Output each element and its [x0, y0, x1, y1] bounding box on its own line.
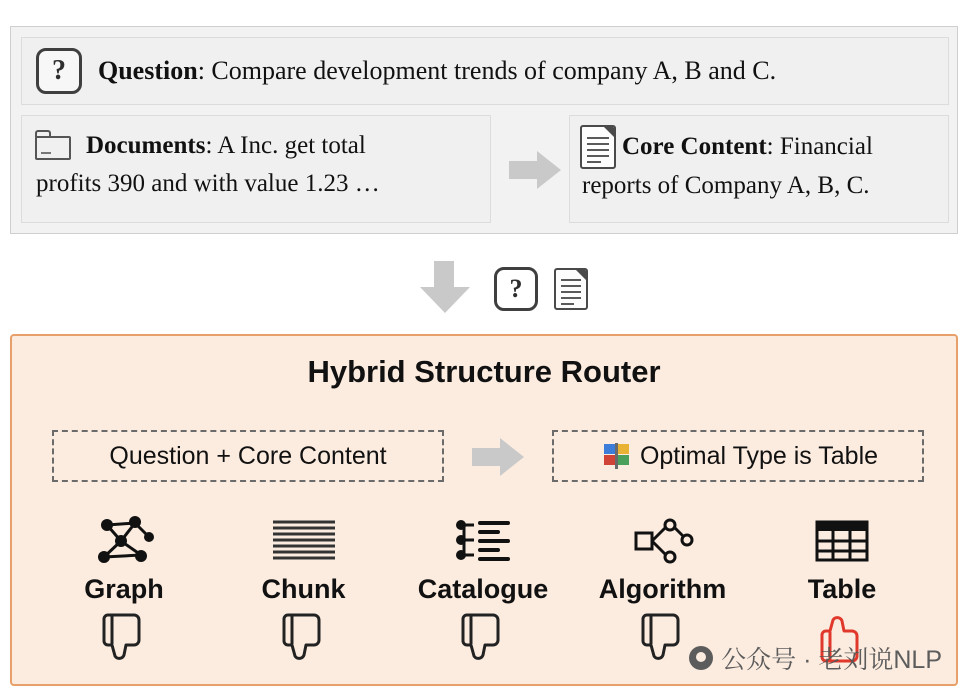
- question-label: Question: [98, 56, 198, 85]
- input-panel: [10, 26, 958, 234]
- arrow-right-icon: [509, 151, 563, 189]
- option-label-algorithm: Algorithm: [598, 574, 727, 604]
- document-icon: [580, 125, 616, 169]
- question-glyph-small: ?: [509, 274, 523, 303]
- thumbs-down-icon-catalogue: [457, 611, 509, 667]
- documents-separator: :: [205, 132, 213, 159]
- option-chunk[interactable]: [218, 512, 390, 672]
- core-content-body-line2: reports of Company A, B, C.: [582, 172, 870, 199]
- core-content-label: Core Content: [622, 133, 767, 160]
- flag-chart-icon: [602, 441, 632, 471]
- router-io-row: [52, 430, 922, 486]
- option-label-catalogue: Catalogue: [417, 574, 549, 604]
- question-mark-icon: [36, 48, 82, 94]
- lines-stack-icon: [269, 512, 339, 570]
- watermark: [689, 640, 942, 676]
- documents-row: [21, 115, 949, 223]
- option-catalogue[interactable]: [397, 512, 569, 672]
- documents-box: [21, 115, 491, 223]
- router-input-box: [52, 430, 444, 482]
- watermark-text: 公众号 · 老刘说NLP: [721, 646, 942, 674]
- option-label-graph: Graph: [84, 574, 164, 604]
- core-content-text: [622, 133, 873, 161]
- documents-text: [86, 132, 366, 160]
- core-content-separator: :: [766, 133, 774, 160]
- option-label-table: Table: [807, 574, 877, 604]
- core-content-box: [569, 115, 949, 223]
- watermark-logo-icon: [689, 646, 713, 670]
- arrow-down-icon: [418, 261, 472, 317]
- question-mark-icon-small: [494, 267, 538, 311]
- hybrid-structure-router-panel: [10, 334, 958, 686]
- documents-body-line1: A Inc. get total: [212, 132, 366, 159]
- router-input-label: Question + Core Content: [109, 441, 387, 470]
- router-output-box: [552, 430, 924, 482]
- documents-body-line2: profits 390 and with value 1.23 …: [36, 170, 380, 197]
- flow-connector: [418, 258, 638, 320]
- core-content-body-line1: Financial: [773, 133, 873, 160]
- router-output-label: Optimal Type is Table: [639, 441, 879, 470]
- option-graph[interactable]: [38, 512, 210, 672]
- table-grid-icon: [813, 512, 871, 570]
- document-icon-small: [554, 268, 588, 310]
- thumbs-down-icon-chunk: [278, 611, 330, 667]
- thumbs-down-icon-algorithm: [637, 611, 689, 667]
- question-text: [98, 56, 776, 86]
- catalogue-list-icon: [452, 512, 514, 570]
- documents-label: Documents: [86, 132, 206, 159]
- question-separator: :: [197, 56, 205, 85]
- question-row: [21, 37, 949, 105]
- core-content-line1: [580, 124, 940, 170]
- thumbs-down-icon-graph: [98, 611, 150, 667]
- question-body: Compare development trends of company A, B and C.: [211, 56, 777, 85]
- flowchart-icon: [630, 512, 696, 570]
- router-arrow-right-icon: [472, 438, 528, 476]
- router-title: Hybrid Structure Router: [307, 354, 661, 389]
- graph-nodes-icon: [91, 512, 157, 570]
- option-label-chunk: Chunk: [261, 574, 346, 604]
- folder-icon: [34, 130, 74, 162]
- documents-line1: [34, 124, 480, 168]
- question-glyph: ?: [52, 55, 66, 86]
